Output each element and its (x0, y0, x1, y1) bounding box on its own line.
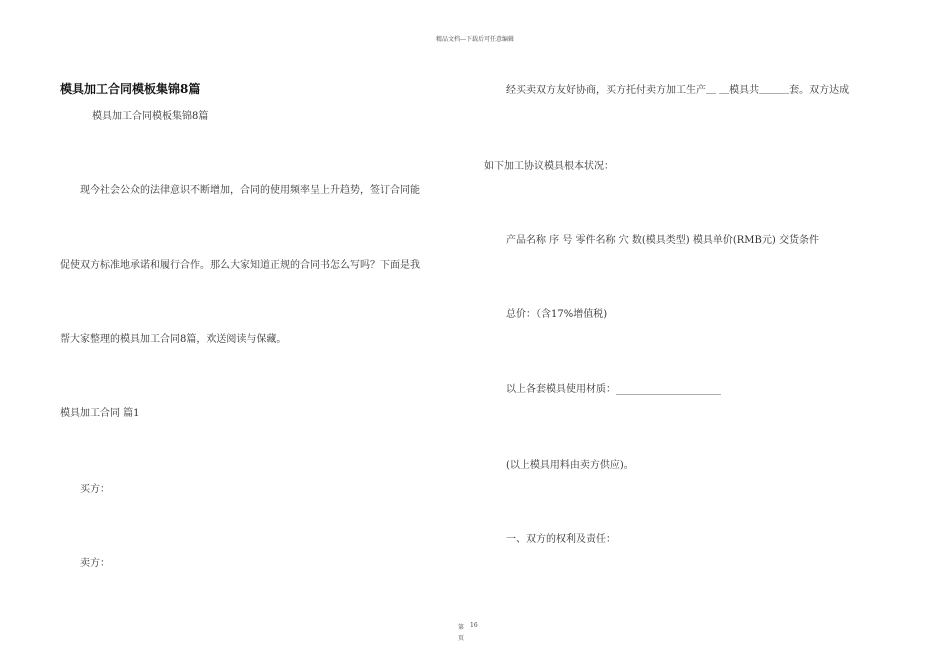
rights-heading: 一、双方的权利及责任： (506, 534, 616, 545)
agreement-line: 经买卖双方友好协商，买方托付卖方加工生产＿ ＿模具共＿＿＿套。双方达成 (506, 85, 850, 96)
footer-page-prefix: 第 (458, 624, 465, 631)
total-price-line: 总价：（含17%增值税) (506, 309, 608, 320)
mold-status-intro: 如下加工协议模具根本状况： (484, 161, 614, 172)
footer-page-suffix: 页 (458, 635, 465, 642)
buyer-label: 买方： (80, 484, 110, 495)
table-header-line: 产品名称 序 号 零件名称 穴 数(模具类型) 模具单价(RMB元) 交货条件 (506, 235, 819, 246)
material-supply-line: (以上模具用料由卖方供应)。 (506, 460, 634, 471)
document-subtitle: 模具加工合同模板集锦8篇 (92, 111, 209, 122)
header-note: 精品文档---下载后可任意编辑 (435, 36, 515, 43)
material-line: 以上各套模具使用材质：_____________________ (506, 384, 721, 395)
seller-label: 卖方： (80, 558, 110, 569)
intro-line-2: 促使双方标准地承诺和履行合作。那么大家知道正规的合同书怎么写吗？下面是我 (60, 260, 420, 271)
intro-line-3: 帮大家整理的模具加工合同8篇，欢送阅读与保藏。 (60, 334, 287, 345)
section-heading: 模具加工合同 篇1 (60, 408, 140, 419)
footer-page-number: 16 (470, 622, 478, 629)
document-title: 模具加工合同模板集锦8篇 (60, 82, 201, 96)
intro-line-1: 现今社会公众的法律意识不断增加，合同的使用频率呈上升趋势，签订合同能 (80, 185, 420, 196)
